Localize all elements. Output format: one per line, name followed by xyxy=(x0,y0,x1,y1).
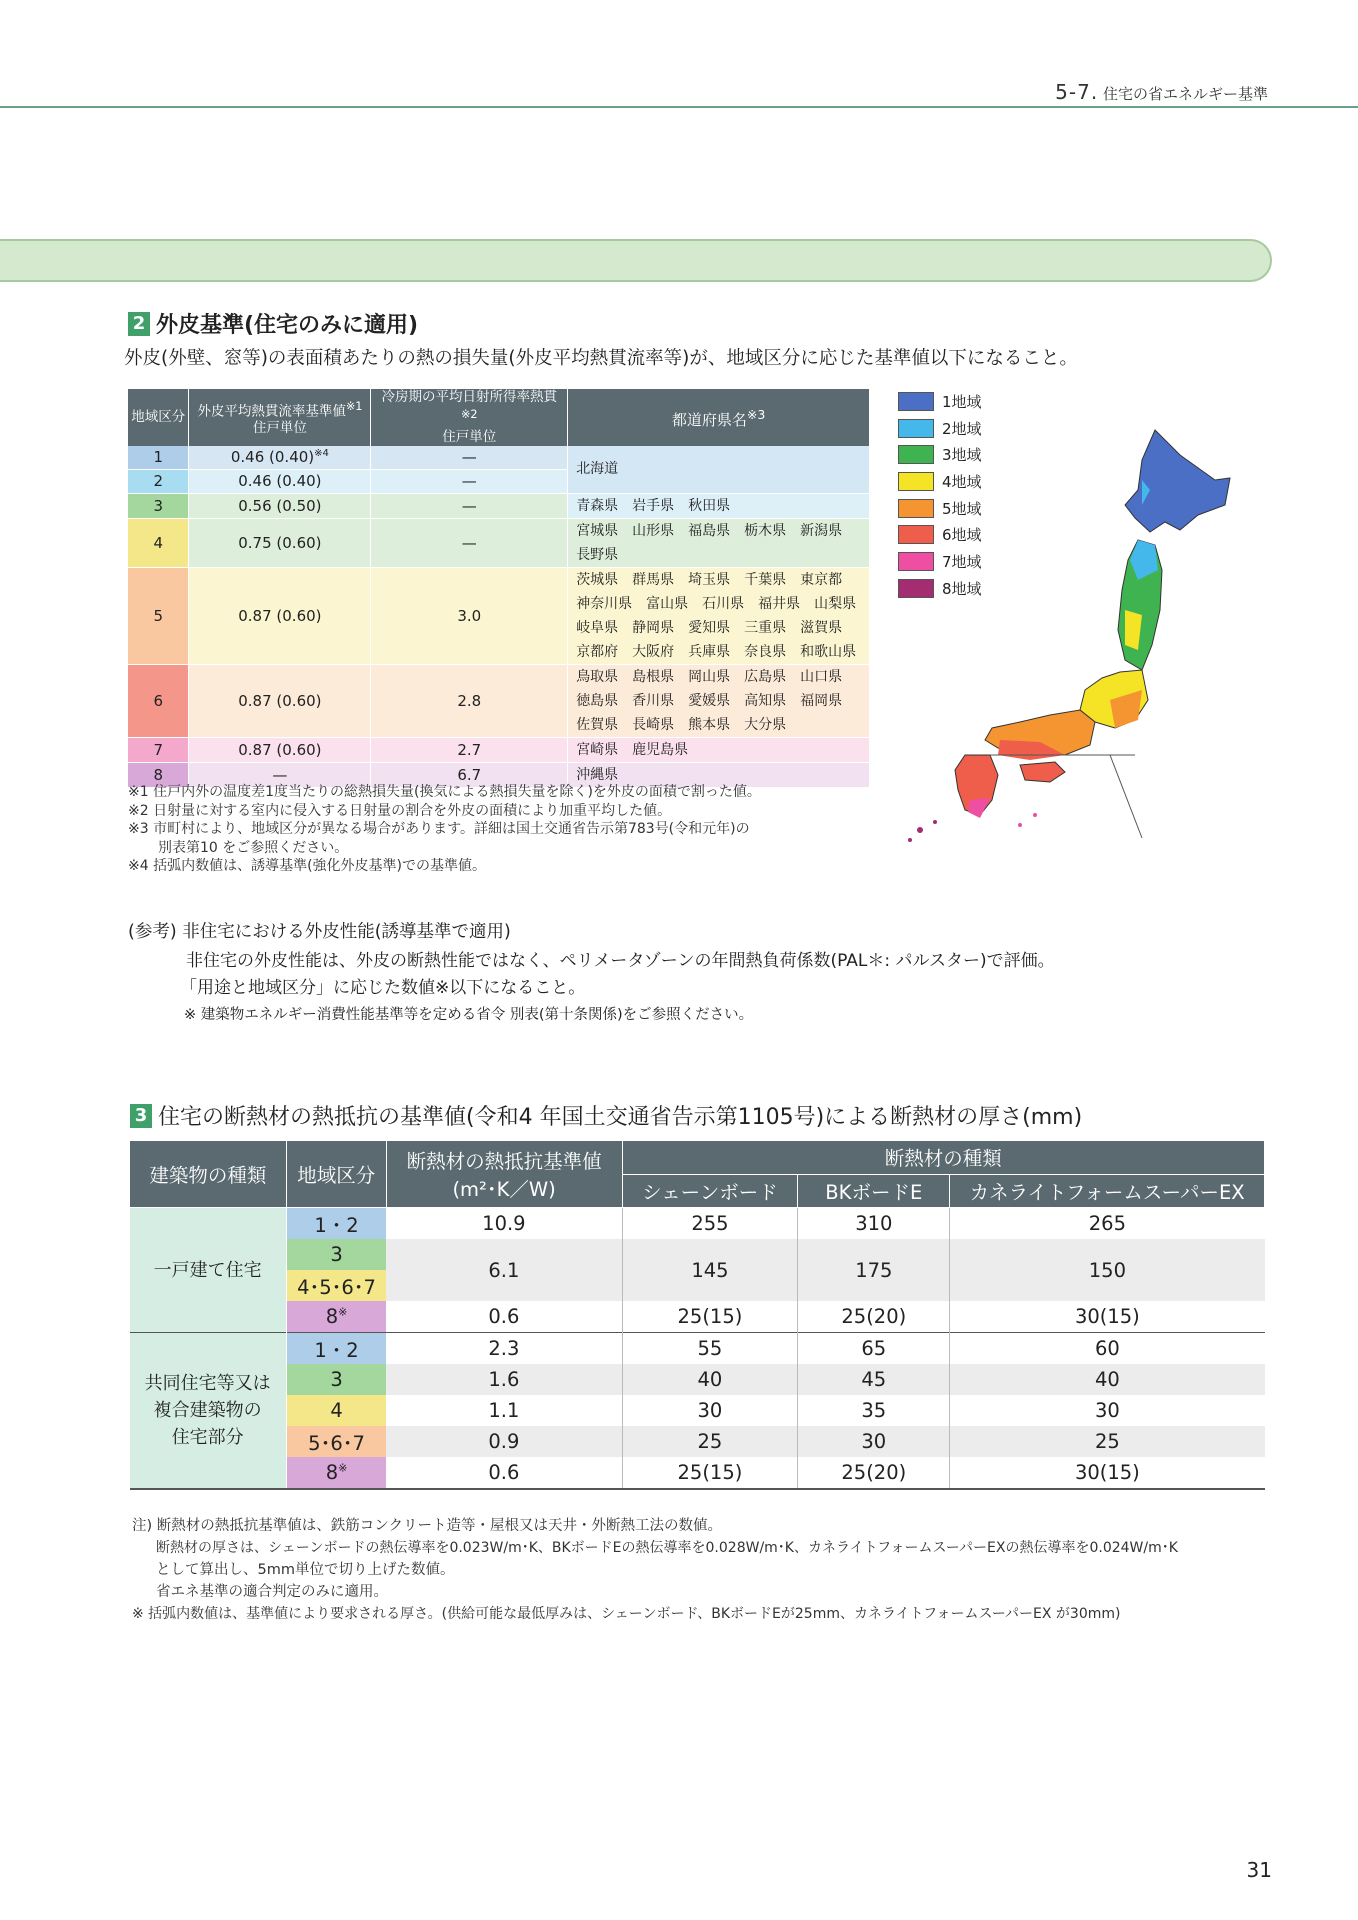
header-ua: 外皮平均熱貫流率基準値$^{※1}$ 住戸単位 xyxy=(189,389,371,446)
table-2-notes: 注) 断熱材の熱抵抗基準値は、鉄筋コンクリート造等・屋根又は天井・外断熱工法の数値。 断熱材の厚さは、シェーンボードの熱伝導率を0.023W/m･K、BKボードEの熱伝導率を0.028W/m･K、カネライトフォームスーパーEXの熱伝導率を0.024W/m･K として算出し、5mm単位で切り上げた数値。 省エネ基準の適合判定のみに適用。 ※ 括弧内数値は、基準値により要求される厚さ。(供給可能な最低厚みは、シェーンボード、BKボードEが25mm、カネライトフォームスーパーEX が30mm) xyxy=(132,1518,1178,1622)
legend-item: 6地域 xyxy=(898,521,982,548)
header-zone: 地域区分 xyxy=(128,389,189,446)
table-row: 7 0.87 (0.60) 2.7 宮崎県 鹿児島県 xyxy=(128,738,870,763)
legend-item: 1地域 xyxy=(898,388,982,415)
table-1-notes: ※1 住戸内外の温度差1度当たりの総熱損失量(換気による熱損失量を除く)を外皮の面積で割った値。 ※2 日射量に対する室内に侵入する日射量の割合を外皮の面積により加重平均した値。 ※3 市町村により、地域区分が異なる場合があります。詳細は国土交通省告示第783号(令和元年)の 別表第10 をご参照ください。 ※4 括弧内数値は、誘導基準(強化外皮基準)での基準値。 xyxy=(128,784,761,874)
table-row: 2 0.46 (0.40) — xyxy=(128,469,870,493)
section-3-title: 住宅の断熱材の熱抵抗の基準値(令和4 年国土交通省告示第1105号)による断熱材の厚さ(mm) xyxy=(158,1105,1083,1130)
table-row: 8※ 0.6 25(15) 25(20) 30(15) xyxy=(130,1301,1265,1333)
section-2-title: 外皮基準(住宅のみに適用) xyxy=(156,313,419,338)
section-band xyxy=(0,239,1272,282)
legend-swatch xyxy=(898,392,934,411)
section-3-number: 3 xyxy=(130,1104,152,1128)
table-header-row: 建築物の種類 地域区分 断熱材の熱抵抗基準値 (m²･K／W) 断熱材の種類 xyxy=(130,1141,1265,1175)
table-row: 3 0.56 (0.50) — 青森県 岩手県 秋田県 xyxy=(128,494,870,519)
legend-item: 2地域 xyxy=(898,415,982,442)
table-header-row xyxy=(128,389,870,446)
reference-line-1: 非住宅の外皮性能は、外皮の断熱性能ではなく、ペリメータゾーンの年間熱負荷係数(PAL＊: パルスター)で評価。 xyxy=(186,951,1055,971)
table-row: 4･5･6･7 xyxy=(130,1270,1265,1301)
header-rule xyxy=(0,106,1358,108)
running-header xyxy=(1055,80,1268,104)
table-row: 8※ 0.6 25(15) 25(20) 30(15) xyxy=(130,1457,1265,1489)
section-number: 5-7. xyxy=(1055,80,1099,104)
table-row: 3 6.1 145 175 150 xyxy=(130,1239,1265,1270)
table-row: 4 1.1 30 35 30 xyxy=(130,1395,1265,1426)
table-row: 5･6･7 0.9 25 30 25 xyxy=(130,1426,1265,1457)
header-prefecture: 都道府県名$^{※3}$ xyxy=(568,389,870,446)
table-row: 1 0.46 $(0.40)^{※4}$ — 北海道 xyxy=(128,446,870,470)
table-row: 5 0.87 (0.60) 3.0 茨城県 群馬県 埼玉県 千葉県 東京都 神奈川県 富山県 石川県 福井県 山梨県 岐阜県 静岡県 愛知県 三重県 滋賀県 京都府 大阪府 兵庫県 奈良県 和歌山県 xyxy=(128,568,870,665)
table-row: 4 0.75 (0.60) — 宮城県 山形県 福島県 栃木県 新潟県 長野県 xyxy=(128,519,870,568)
insulation-thickness-table xyxy=(129,1140,1265,1490)
header-eta: 冷房期の平均日射所得率熱貫$^{※2}$ 住戸単位 xyxy=(371,389,568,446)
legend-item: 4地域 xyxy=(898,468,982,495)
legend-item: 3地域 xyxy=(898,441,982,468)
section-2-number: 2 xyxy=(128,312,150,336)
legend-item: 8地域 xyxy=(898,575,982,602)
reference-line-2: 「用途と地域区分」に応じた数値※以下になること。 xyxy=(180,978,586,998)
table-row: 共同住宅等又は 複合建築物の 住宅部分 1・2 2.3 55 65 60 xyxy=(130,1333,1265,1365)
reference-title: (参考) 非住宅における外皮性能(誘導基準で適用) xyxy=(128,922,511,942)
legend-item: 7地域 xyxy=(898,548,982,575)
table-row: 一戸建て住宅 1・2 10.9 255 310 265 xyxy=(130,1208,1265,1240)
section-2-heading xyxy=(128,308,418,339)
section-2-lead: 外皮(外壁、窓等)の表面積あたりの熱の損失量(外皮平均熱貫流率等)が、地域区分に応じた基準値以下になること。 xyxy=(124,348,1078,369)
legend-item: 5地域 xyxy=(898,495,982,522)
page-number: 31 xyxy=(1246,1858,1272,1882)
table-header-row: シェーンボード BKボードE カネライトフォームスーパーEX xyxy=(130,1174,1265,1208)
table-row: 3 1.6 40 45 40 xyxy=(130,1364,1265,1395)
table-row: 8 — 6.7 沖縄県 xyxy=(128,763,870,788)
section-3-heading xyxy=(130,1100,1082,1131)
envelope-standard-table xyxy=(128,389,870,788)
japan-climate-zone-map xyxy=(880,410,1270,850)
table-row: 6 0.87 (0.60) 2.8 鳥取県 島根県 岡山県 広島県 山口県 徳島県 香川県 愛媛県 高知県 福岡県 佐賀県 長崎県 熊本県 大分県 xyxy=(128,665,870,738)
section-title: 住宅の省エネルギー基準 xyxy=(1102,85,1268,103)
reference-note: ※ 建築物エネルギー消費性能基準等を定める省令 別表(第十条関係)をご参照ください。 xyxy=(184,1007,754,1023)
